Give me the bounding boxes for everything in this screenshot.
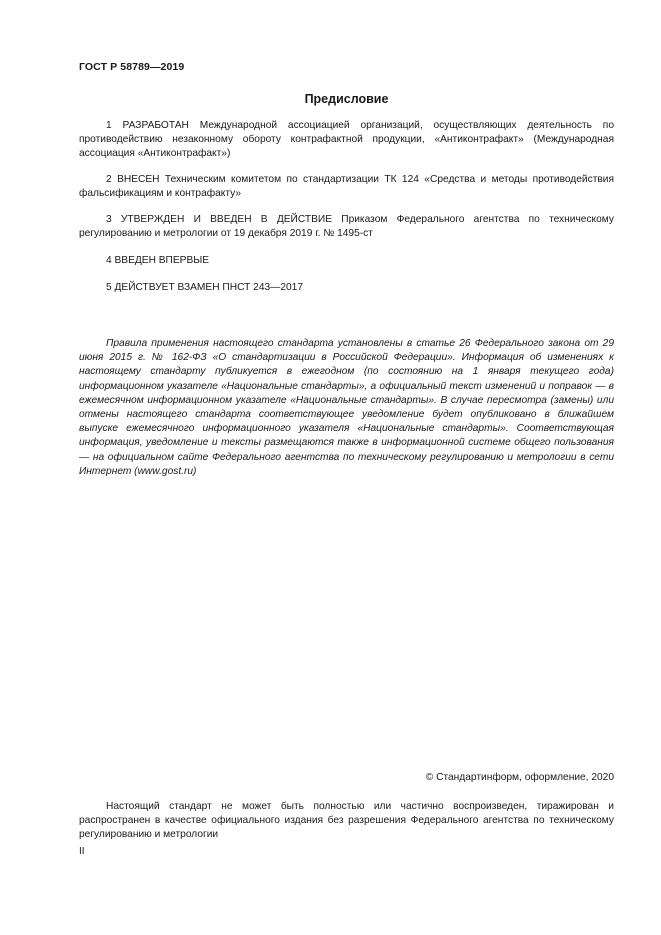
page-title: Предисловие bbox=[304, 92, 389, 106]
legal-notice: Настоящий стандарт не может быть полностью или частично воспроизведен, тиражирован и распространен в качестве официального издания без разрешения Федерального агентства по техническому регулированию и метрологии bbox=[79, 801, 614, 841]
document-code: ГОСТ Р 58789—2019 bbox=[79, 61, 185, 73]
preface-item-1: 1 РАЗРАБОТАН Международной ассоциацией организаций, осуществляющих деятельность по противодействию незаконному обороту контрафактной продукции, «Антиконтрафакт» (Международная ассоциация «Антиконтрафакт») bbox=[79, 120, 614, 160]
application-rules-note: Правила применения настоящего стандарта установлены в статье 26 Федерального закона от 29 июня 2015 г. № 162-ФЗ «О стандартизации в Российской Федерации». Информация об изменениях к настоящему стандарту публикуется в ежегодном (по состоянию на 1 января текущего года) информационном указателе «Национальные стандарты», а официальный текст изменений и поправок — в ежемесячном информационном указателе «Национальные стандарты». В случае пересмотра (замены) или отмены настоящего стандарта соответствующее уведомление будет опубликовано в ближайшем выпуске ежемесячного информационного указателя «Национальные стандарты». Соответствующая информация, уведомление и тексты размещаются также в информационной системе общего пользования — на официальном сайте Федерального агентства по техническому регулированию и метрологии в сети Интернет (www.gost.ru) bbox=[79, 338, 614, 477]
preface-item-3: 3 УТВЕРЖДЕН И ВВЕДЕН В ДЕЙСТВИЕ Приказом Федерального агентства по техническому регулированию и метрологии от 19 декабря 2019 г. № 1495-ст bbox=[79, 214, 614, 240]
preface-item-2: 2 ВНЕСЕН Техническим комитетом по стандартизации ТК 124 «Средства и методы противодействия фальсификациям и контрафакту» bbox=[79, 174, 614, 200]
preface-item-4: 4 ВВЕДЕН ВПЕРВЫЕ bbox=[106, 255, 210, 266]
page-number: II bbox=[79, 846, 85, 857]
preface-item-5: 5 ДЕЙСТВУЕТ ВЗАМЕН ПНСТ 243—2017 bbox=[106, 282, 304, 293]
copyright-notice: © Стандартинформ, оформление, 2020 bbox=[425, 772, 614, 783]
